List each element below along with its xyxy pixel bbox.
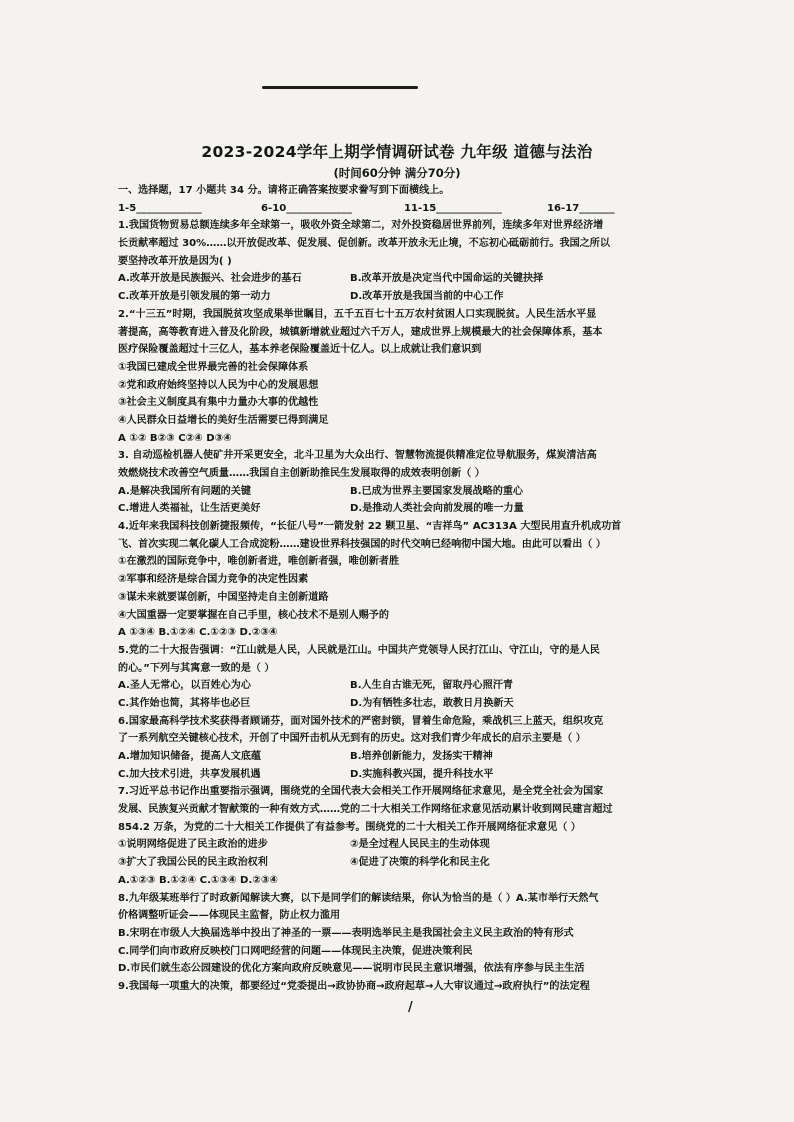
question-6-options-row — [118, 748, 690, 766]
option-b: B.宋明在市级人大换届选举中投出了神圣的一票——表明选举民主是我国社会主义民主政治的特有形式 — [118, 927, 574, 939]
option-c: C.加大技术引进，共享发展机遇 — [118, 768, 261, 780]
option-d: D.是推动人类社会向前发展的唯一力量 — [350, 503, 524, 515]
question-3-text: 3. 自动巡检机器人使矿井开采更安全，北斗卫星为大众出行、智慧物流提供精准定位导航服务，煤炭清洁高 — [118, 450, 597, 462]
option-d: D.市民们就生态公园建设的优化方案向政府反映意见——说明市民民主意识增强，依法有序参与民主生活 — [118, 963, 585, 975]
statement-item: ②是全过程人民民主的生动体现 — [350, 839, 490, 851]
statement-item: ①我国已建成全世界最完善的社会保障体系 — [118, 361, 309, 373]
option-c: C.其作始也简，其将毕也必巨 — [118, 697, 251, 709]
question-4-text: 4.近年来我国科技创新捷报频传，“长征八号”一箭发射 22 颗卫星、“吉祥鸟” AC313A 大型民用直升机成功首 — [118, 521, 622, 533]
question-5-options-row — [118, 695, 690, 713]
answer-blank-16-17[interactable]: 16-17_______ — [547, 202, 615, 214]
option-b: B.人生自古谁无死，留取丹心照汗青 — [350, 680, 513, 692]
statement-item: ③谋未来就要谋创新，中国坚持走自主创新道路 — [118, 591, 329, 603]
statement-item: ④人民群众日益增长的美好生活需要已得到满足 — [118, 414, 329, 426]
option-d: D.改革开放是我国当前的中心工作 — [350, 291, 504, 303]
option-b: B.改革开放是决定当代中国命运的关键抉择 — [350, 273, 544, 285]
statement-item: ②军事和经济是综合国力竞争的决定性因素 — [118, 574, 309, 586]
statement-item: ①说明网络促进了民主政治的进步 — [118, 839, 268, 851]
option-b: B.已成为世界主要国家发展战略的重心 — [350, 485, 524, 497]
question-3-options-row — [118, 500, 690, 518]
question-2-text: 医疗保险覆盖超过十三亿人，基本养老保险覆盖近十亿人。以上成就让我们意识到 — [118, 344, 482, 356]
question-5-options-row — [118, 677, 690, 695]
question-1-options-row — [118, 288, 690, 306]
statement-item: ②党和政府始终坚持以人民为中心的发展思想 — [118, 379, 319, 391]
question-5-text: 的心。”下列与其寓意一致的是（ ） — [118, 662, 275, 674]
statement-item: ①在激烈的国际竞争中，唯创新者进，唯创新者强，唯创新者胜 — [118, 556, 400, 568]
option-a: A.改革开放是民族振兴、社会进步的基石 — [118, 273, 302, 285]
question-7-text: 7.习近平总书记作出重要指示强调，围绕党的全国代表大会相关工作开展网络征求意见，是全党全社会为国家 — [118, 786, 604, 798]
statement-item: ④大国重器一定要掌握在自己手里，核心技术不是别人赐予的 — [118, 609, 389, 621]
question-6-text: 了一系列航空关键核心技术，开创了中国歼击机从无到有的历史。这对我们青少年成长的启示主要是（ ） — [118, 733, 586, 745]
question-1-text: 1.我国货物贸易总额连续多年全球第一，吸收外资全球第二，对外投资稳居世界前列，连续多年对世界经济增 — [118, 220, 604, 232]
option-a: A.增加知识储备，提高人文底蕴 — [118, 751, 262, 762]
question-6-options-row — [118, 766, 690, 784]
option-c: C.同学们向市政府反映校门口网吧经营的问题——体现民主决策，促进决策利民 — [118, 945, 473, 957]
statement-item: ③社会主义制度具有集中力量办大事的优越性 — [118, 397, 319, 409]
page-mark: / — [408, 1000, 413, 1015]
exam-subtitle: (时间60分钟 满分70分) — [333, 166, 461, 180]
option-d: D.为有牺牲多壮志，敢教日月换新天 — [350, 697, 514, 709]
question-7-text: 发展、民族复兴贡献才智献策的一种有效方式……党的二十大相关工作网络征求意见活动累计收到网民建言超过 — [118, 804, 613, 816]
option-c: C.增进人类福祉，让生活更美好 — [118, 503, 261, 515]
question-7-text: 854.2 万条，为党的二十大相关工作提供了有益参考。围绕党的二十大相关工作开展网络征求意见（ ） — [118, 821, 581, 833]
question-3-text: 效燃烧技术改善空气质量……我国自主创新助推民生发展取得的成效表明创新（ ） — [118, 468, 485, 479]
question-7-items-row — [118, 836, 690, 854]
question-5-text: 5.党的二十大报告强调：“江山就是人民，人民就是江山。中国共产党领导人民打江山、守江山，守的是人民 — [118, 644, 600, 656]
question-9-text: 9.我国每一项重大的决策，都要经过“党委提出→政协协商→政府起草→人大审议通过→政府执行”的法定程 — [118, 980, 590, 992]
statement-item: ④促进了决策的科学化和民主化 — [350, 857, 490, 869]
question-2-choices: A ①② B②③ C②④ D③④ — [118, 432, 232, 444]
question-4-text: 飞、首次实现二氧化碳人工合成淀粉……建设世界科技强国的时代交响已经响彻中国大地。由此可以看出（ ） — [118, 538, 607, 550]
statement-item: ③扩大了我国公民的民主政治权利 — [118, 857, 268, 869]
question-7-choices: A.①②③ B.①②④ C.①③④ D.②③④ — [118, 874, 278, 886]
answer-blank-11-15[interactable]: 11-15_____________ — [404, 202, 502, 214]
question-8-text: 8.九年级某班举行了时政新闻解读大赛，以下是同学们的解读结果，你认为恰当的是（ ）A.某市举行天然气 — [118, 892, 599, 904]
question-1-options-row — [118, 270, 690, 288]
instructions: 一、选择题，17 小题共 34 分。请将正确答案按要求誊写到下面横线上。 — [118, 185, 450, 196]
exam-body — [118, 182, 690, 996]
option-b: B.培养创新能力，发扬实干精神 — [350, 751, 493, 762]
top-rule — [262, 86, 418, 89]
question-1-text: 长贡献率超过 30%……以开放促改革、促发展、促创新。改革开放永无止境，不忘初心砥砺前行。我国之所以 — [118, 238, 610, 250]
option-c: C.改革开放是引领发展的第一动力 — [118, 291, 271, 303]
question-6-text: 6.国家最高科学技术奖获得者顾诵芬，面对国外技术的严密封锁，冒着生命危险，乘战机三上蓝天，组织攻克 — [118, 715, 604, 727]
question-3-options-row — [118, 483, 690, 501]
answer-blanks-row — [118, 200, 690, 218]
option-a: A.圣人无常心，以百姓心为心 — [118, 680, 251, 692]
question-2-text: 2.“十三五”时期，我国脱贫攻坚成果举世瞩目，五千五百七十五万农村贫困人口实现脱贫。人民生活水平显 — [118, 308, 597, 320]
question-7-items-row — [118, 854, 690, 872]
option-a: A.是解决我国所有问题的关键 — [118, 485, 251, 497]
answer-blank-6-10[interactable]: 6-10_____________ — [261, 202, 352, 214]
option-d: D.实施科教兴国，提升科技水平 — [350, 768, 494, 780]
answer-blank-1-5[interactable]: 1-5_____________ — [118, 202, 202, 214]
question-2-text: 著提高，高等教育进入普及化阶段，城镇新增就业超过六千万人，建成世界上规模最大的社会保障体系，基本 — [118, 326, 603, 338]
exam-title: 2023-2024学年上期学情调研试卷 九年级 道德与法治 — [201, 143, 593, 161]
question-4-choices: A ①③④ B.①②④ C.①②③ D.②③④ — [118, 627, 278, 639]
question-1-text: 要坚持改革开放是因为( ) — [118, 255, 232, 267]
question-8-text: 价格调整听证会——体现民主监督，防止权力滥用 — [118, 910, 341, 922]
